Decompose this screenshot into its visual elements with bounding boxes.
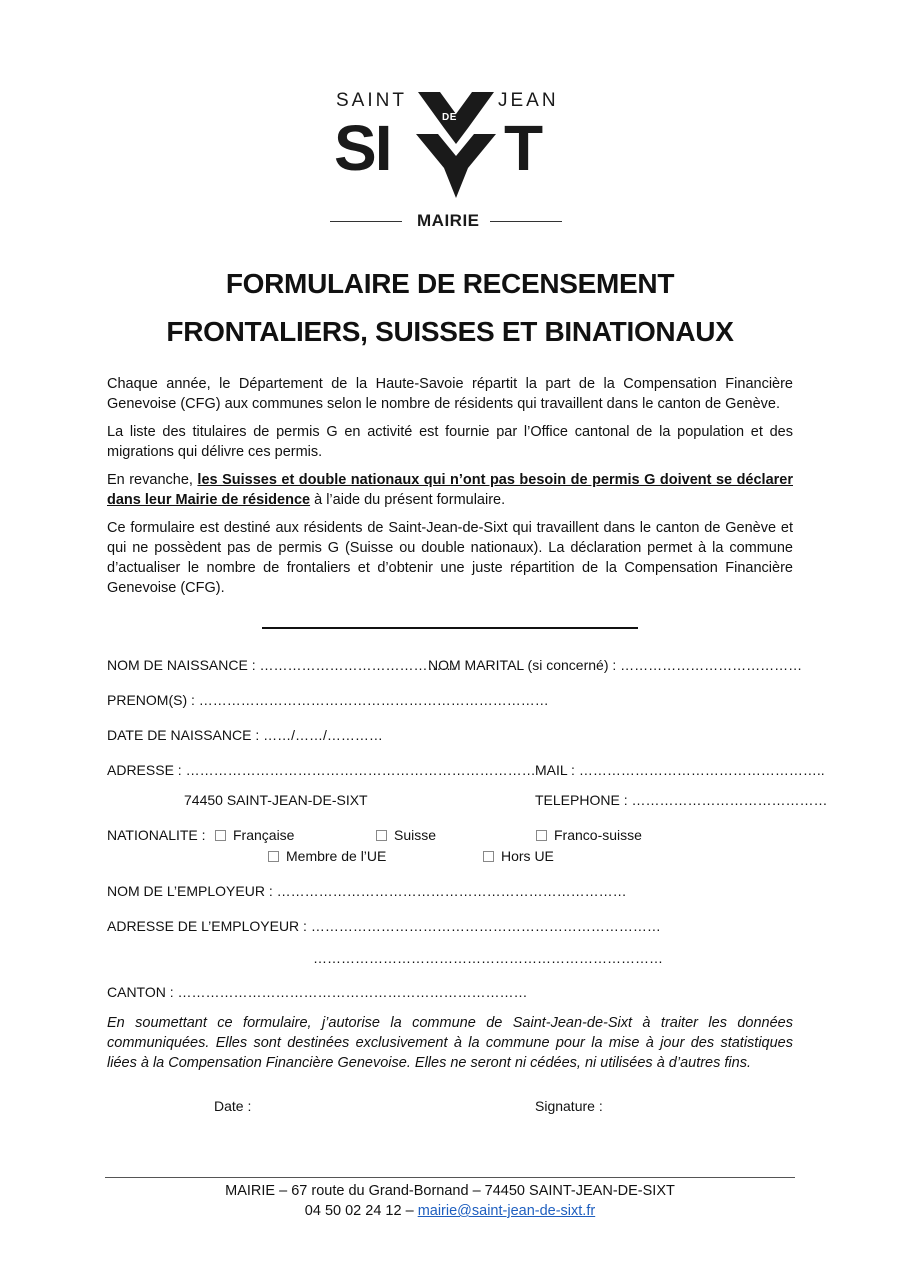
date-signature-label: Date : xyxy=(214,1098,252,1114)
intro-paragraph-2: La liste des titulaires de permis G en activité est fournie par l’Office cantonal de la population et des migrations qui délivre ces permis. xyxy=(107,424,793,460)
option-label: Hors UE xyxy=(501,848,554,864)
intro-p3-emphasis: les Suisses et double nationaux qui n’ont pas besoin de permis G doivent se déclarer dans leur Mairie de résidence xyxy=(107,472,793,508)
checkbox-icon[interactable] xyxy=(483,851,494,862)
footer-contact xyxy=(0,1201,900,1221)
option-label: Franco-suisse xyxy=(554,827,642,843)
page-title-line2: FRONTALIERS, SUISSES ET BINATIONAUX xyxy=(166,316,734,347)
nom-naissance-field[interactable]: NOM DE NAISSANCE : …………………………………… xyxy=(107,657,456,673)
prenoms-field[interactable]: PRENOM(S) : ………………………………………………………………… xyxy=(107,692,549,708)
logo-divider-left xyxy=(330,221,402,222)
logo-x-mark-icon xyxy=(410,88,502,200)
checkbox-icon[interactable] xyxy=(215,830,226,841)
nationalite-option-hors-ue[interactable] xyxy=(483,846,554,866)
consent-text: En soumettant ce formulaire, j’autorise la commune de Saint-Jean-de-Sixt à traiter les données communiquées. Elles sont destinées exclusivement à la commune pour la mise à jour des statistiques liées à la Compensation Financière Genevoise. Elles ne seront ni cédées, ni utilisées à d’autres fins. xyxy=(107,1015,793,1071)
logo-mairie: MAIRIE xyxy=(417,211,480,230)
employeur-field[interactable]: NOM DE L’EMPLOYEUR : ………………………………………………………………… xyxy=(107,883,627,899)
signature-label: Signature : xyxy=(535,1098,603,1114)
footer-divider xyxy=(105,1177,795,1178)
mail-field[interactable]: MAIL : …………………………………………….. xyxy=(535,762,825,778)
nationalite-option-ue[interactable] xyxy=(268,846,386,866)
adresse-employeur-field[interactable]: ADRESSE DE L’EMPLOYEUR : ………………………………………………………………… xyxy=(107,918,661,934)
mairie-logo xyxy=(330,88,570,238)
adresse-field[interactable]: ADRESSE : ………………………………………………………………… xyxy=(107,762,536,778)
intro-p3-end: à l’aide du présent formulaire. xyxy=(310,492,506,508)
nom-marital-field[interactable]: NOM MARITAL (si concerné) : ………………………………… xyxy=(428,657,803,673)
intro-p3-start: En revanche, xyxy=(107,472,198,488)
checkbox-icon[interactable] xyxy=(536,830,547,841)
option-label: Suisse xyxy=(394,827,437,843)
intro-paragraph-3 xyxy=(107,470,793,510)
nationalite-option-francaise[interactable] xyxy=(215,825,294,845)
nationalite-option-suisse[interactable] xyxy=(376,825,436,845)
logo-t: T xyxy=(504,112,542,184)
page-title-line1: FORMULAIRE DE RECENSEMENT xyxy=(225,268,675,299)
logo-divider-right xyxy=(490,221,562,222)
intro-paragraph-1: Chaque année, le Département de la Haute-Savoie répartit la part de la Compensation Financière Genevoise (CFG) aux communes selon le nombre de résidents qui travaillent dans le canton de Genève. xyxy=(107,376,793,412)
adresse-ville: 74450 SAINT-JEAN-DE-SIXT xyxy=(184,792,368,808)
nationalite-label: NATIONALITE : xyxy=(107,827,206,843)
footer-address: MAIRIE – 67 route du Grand-Bornand – 74450 SAINT-JEAN-DE-SIXT xyxy=(225,1183,675,1199)
section-divider xyxy=(262,627,638,629)
logo-sixt: SI xyxy=(334,112,391,184)
adresse-employeur-field-line2[interactable]: ………………………………………………………………… xyxy=(313,950,663,966)
option-label: Membre de l’UE xyxy=(286,848,387,864)
telephone-field[interactable]: TELEPHONE : …………………………………… xyxy=(535,792,828,808)
canton-field[interactable]: CANTON : ………………………………………………………………… xyxy=(107,984,528,1000)
logo-jean: JEAN xyxy=(498,90,559,111)
footer-email-link[interactable]: mairie@saint-jean-de-sixt.fr xyxy=(417,1203,596,1219)
nationalite-option-franco-suisse[interactable] xyxy=(536,825,642,845)
intro-paragraph-4: Ce formulaire est destiné aux résidents de Saint-Jean-de-Sixt qui travaillent dans le canton de Genève et qui ne possèdent pas de permis G (Suisse ou double nationaux). La déclaration permet à la commune d’actualiser le nombre de frontaliers et d’obtenir une juste répartition de la Compensation Financière Genevoise (CFG). xyxy=(107,520,793,596)
logo-saint: SAINT xyxy=(336,90,407,111)
logo-de: DE xyxy=(442,112,457,123)
option-label: Française xyxy=(233,827,295,843)
date-naissance-field[interactable]: DATE DE NAISSANCE : ……/……/………… xyxy=(107,727,383,743)
checkbox-icon[interactable] xyxy=(376,830,387,841)
footer-phone: 04 50 02 24 12 – xyxy=(304,1203,418,1219)
checkbox-icon[interactable] xyxy=(268,851,279,862)
